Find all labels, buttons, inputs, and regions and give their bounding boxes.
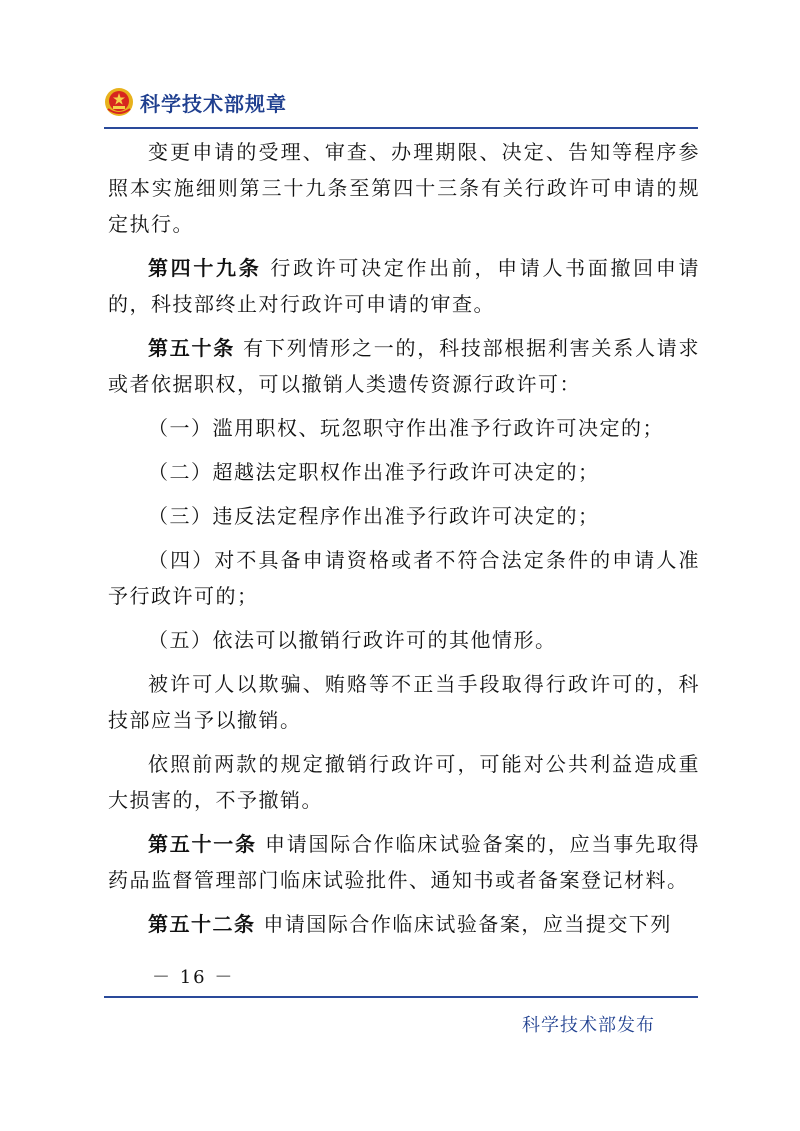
paragraph [108,330,700,402]
list-item [108,410,700,446]
article-number: 第四十九条 [148,256,262,280]
paragraph-text: 申请国际合作临床试验备案，应当提交下列 [255,912,672,936]
paragraph [108,250,700,322]
paragraph-text: 变更申请的受理、审查、办理期限、决定、告知等程序参照本实施细则第三十九条至第四十三条有关行政许可申请的规定执行。 [108,140,700,236]
article-number: 第五十二条 [148,912,256,936]
page-number: － 16 － [152,967,235,988]
list-item [108,454,700,490]
paragraph [108,666,700,738]
paragraph-text: （五）依法可以撤销行政许可的其他情形。 [148,628,557,652]
article-number: 第五十一条 [148,832,257,856]
article-number: 第五十条 [148,336,236,360]
paragraph-text: 行政许可决定作出前，申请人书面撤回申请的，科技部终止对行政许可申请的审查。 [108,256,701,316]
paragraph-text: 被许可人以欺骗、贿赂等不正当手段取得行政许可的，科技部应当予以撤销。 [108,672,700,732]
paragraph-text: 依照前两款的规定撤销行政许可，可能对公共利益造成重大损害的，不予撤销。 [108,752,700,812]
paragraph-text: （四）对不具备申请资格或者不符合法定条件的申请人准予行政许可的； [108,548,700,608]
paragraph-text: （一）滥用职权、玩忽职守作出准予行政许可决定的； [148,416,664,440]
national-emblem-icon [104,87,134,117]
footer-publisher: 科学技术部发布 [522,1015,655,1036]
header-title: 科学技术部规章 [140,91,287,116]
list-item [108,498,700,534]
paragraph [108,746,700,818]
list-item [108,622,700,658]
footer-rule [104,996,698,998]
paragraph [108,826,700,898]
page-header [104,82,287,122]
list-item [108,542,700,614]
paragraph-text: 有下列情形之一的，科技部根据利害关系人请求或者依据职权，可以撤销人类遗传资源行政许可： [108,336,700,396]
paragraph-text: （二）超越法定职权作出准予行政许可决定的； [148,460,600,484]
paragraph [108,906,700,942]
header-rule [104,127,698,129]
paragraph-text: （三）违反法定程序作出准予行政许可决定的； [148,504,600,528]
paragraph [108,134,700,242]
document-body [108,134,700,950]
paragraph-text: 申请国际合作临床试验备案的，应当事先取得药品监督管理部门临床试验批件、通知书或者备案登记材料。 [108,832,700,892]
